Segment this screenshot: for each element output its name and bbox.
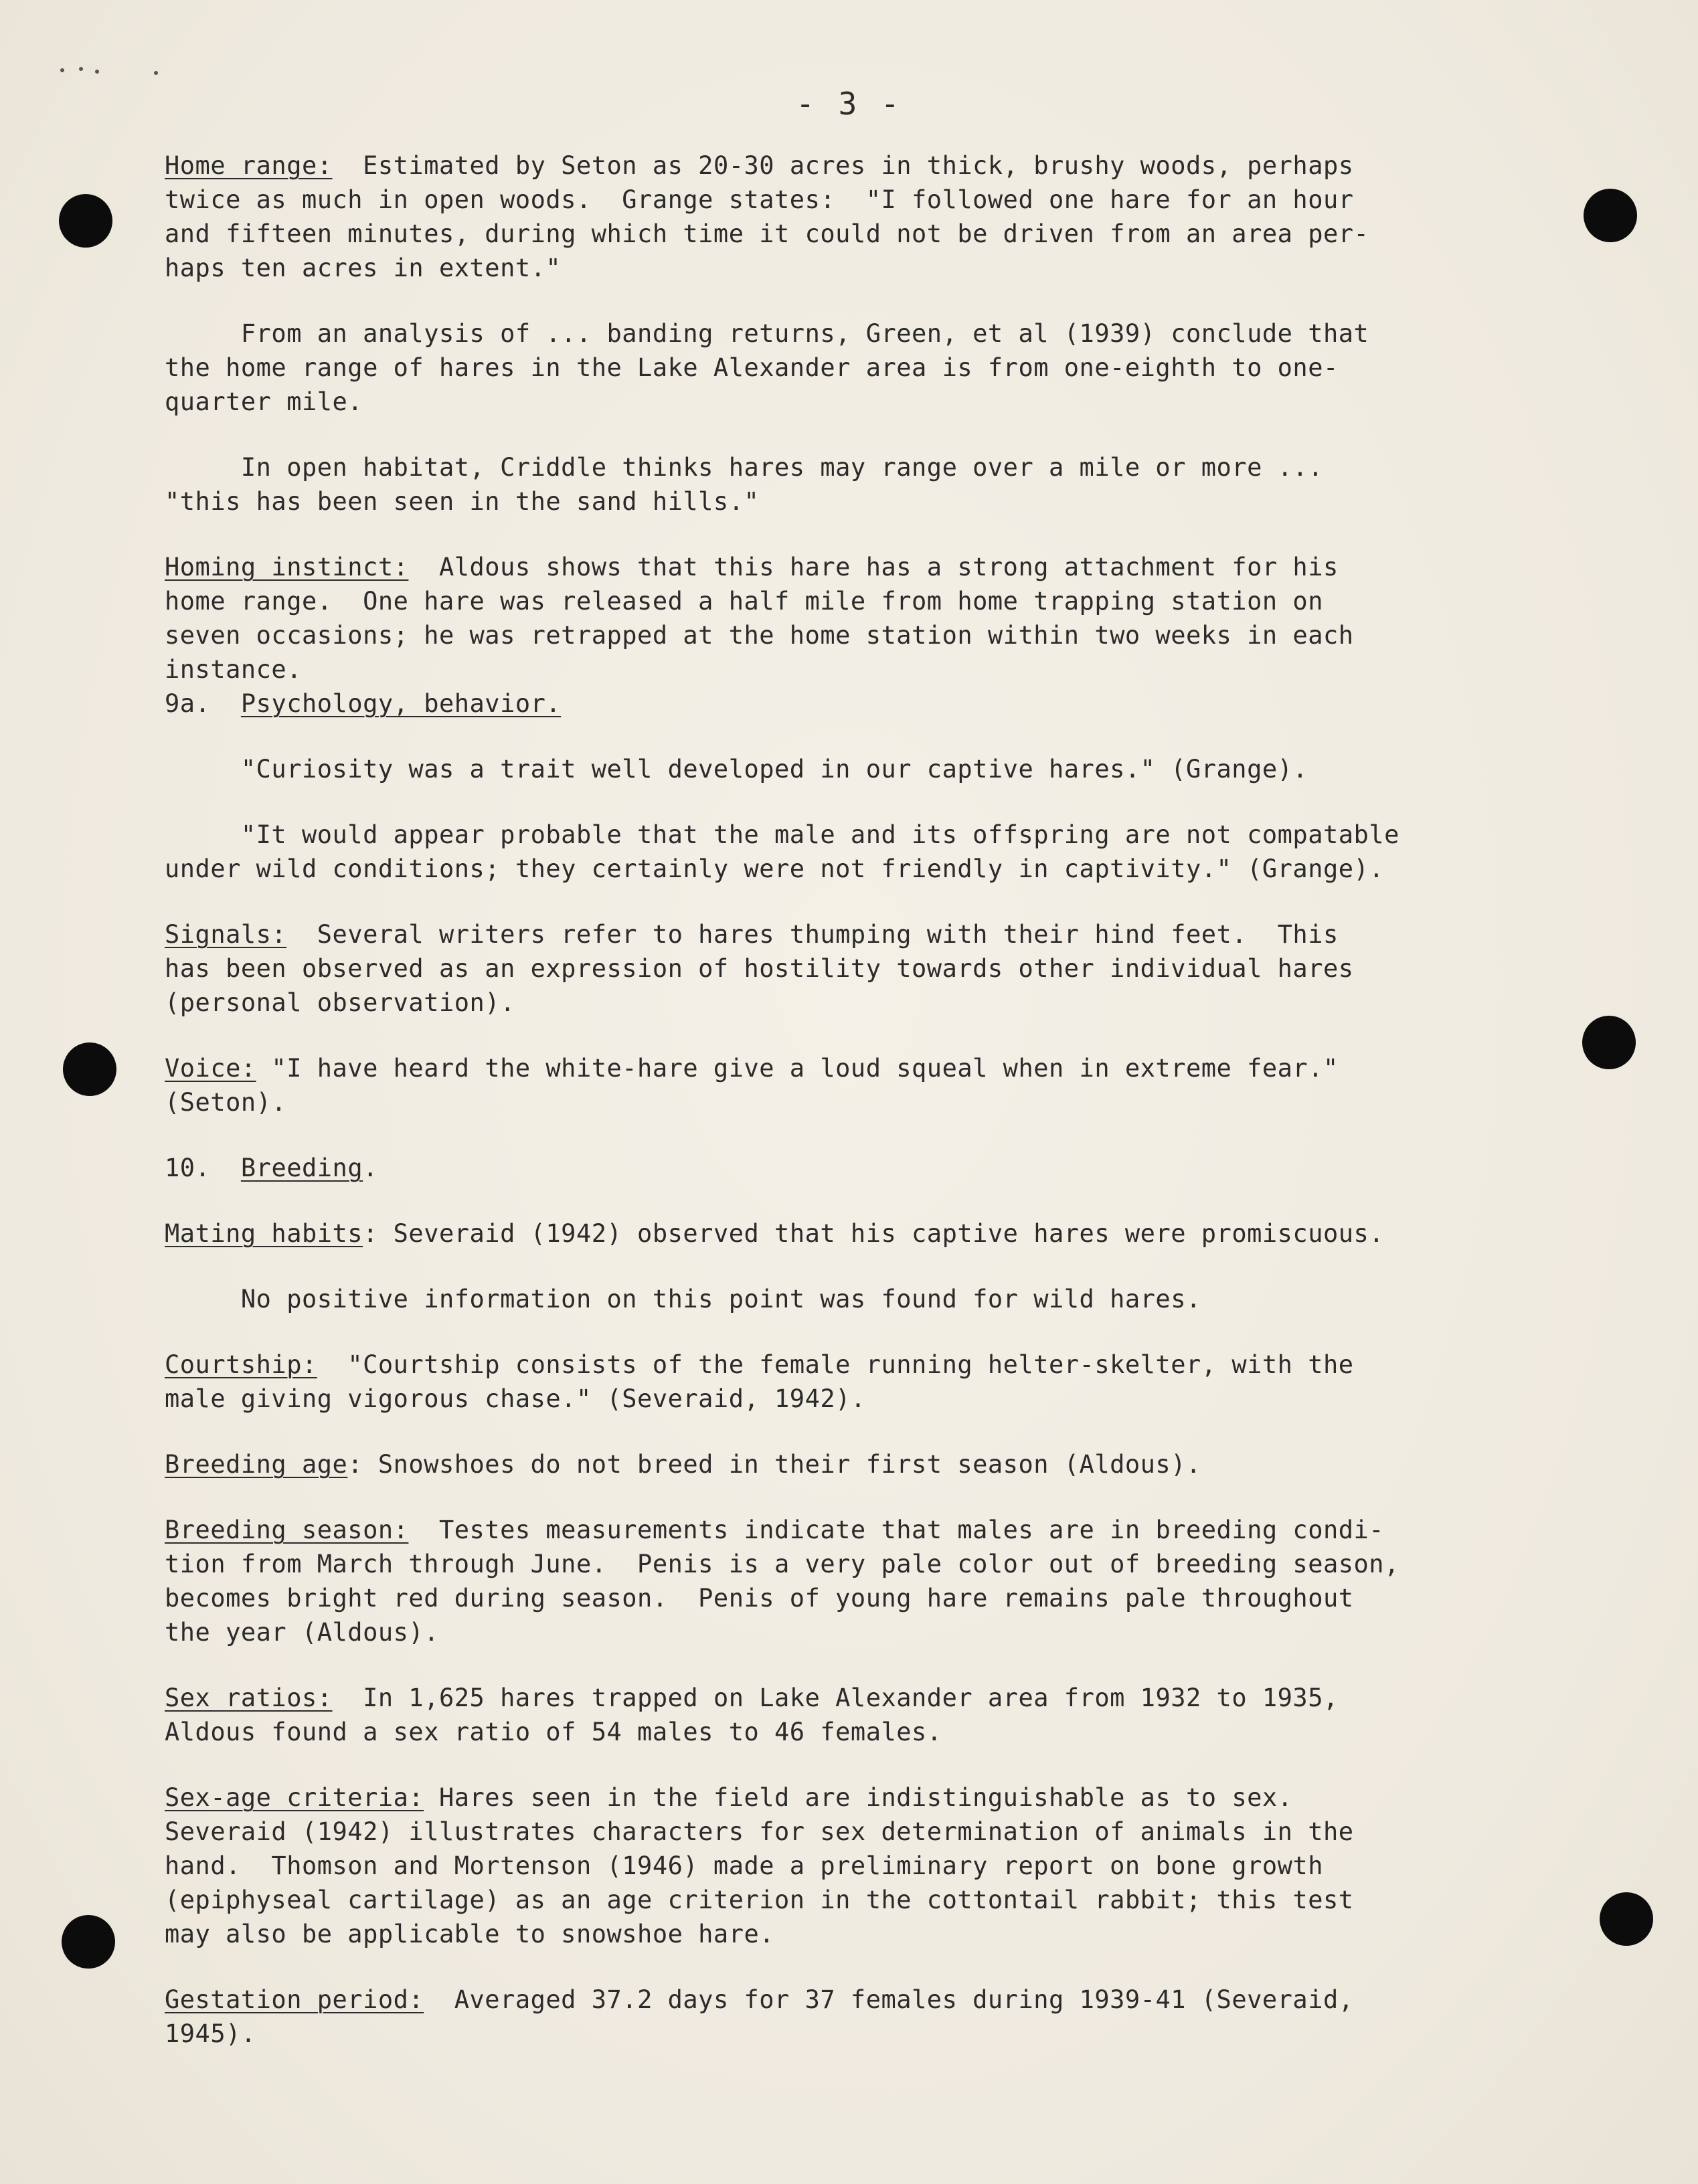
text-line: [165, 584, 1543, 618]
text-run: No positive information on this point was found for wild hares.: [165, 1285, 1201, 1313]
text-line: [165, 316, 1543, 351]
paragraph-gap: [165, 1416, 1543, 1447]
text-line: [165, 1917, 1543, 1951]
text-run: From an analysis of ... banding returns, Green, et al (1939) conclude that: [165, 319, 1369, 348]
text-run: .: [363, 1154, 378, 1182]
text-run: 1945).: [165, 2019, 256, 2048]
text-line: [165, 1883, 1543, 1917]
section-heading: Breeding age: [165, 1450, 348, 1479]
text-run: (personal observation).: [165, 988, 515, 1017]
text-run: Aldous found a sex ratio of 54 males to 46 females.: [165, 1718, 942, 1746]
text-run: 9a.: [165, 689, 241, 718]
text-line: [165, 450, 1543, 484]
text-line: [165, 1547, 1543, 1581]
text-run: Averaged 37.2 days for 37 females during 1939-41 (Severaid,: [424, 1985, 1354, 2014]
text-line: [165, 986, 1543, 1020]
text-run: under wild conditions; they certainly were not friendly in captivity." (Grange).: [165, 854, 1385, 883]
paragraph-gap: [165, 419, 1543, 450]
text-line: [165, 217, 1543, 251]
text-run: In open habitat, Criddle thinks hares may range over a mile or more ...: [165, 453, 1323, 482]
text-line: [165, 351, 1543, 385]
text-run: hand. Thomson and Mortenson (1946) made a preliminary report on bone growth: [165, 1851, 1323, 1880]
text-line: [165, 818, 1543, 852]
text-run: seven occasions; he was retrapped at the home station within two weeks in each: [165, 621, 1354, 650]
paragraph-gap: [165, 285, 1543, 316]
text-line: [165, 1382, 1543, 1416]
text-run: (Seton).: [165, 1088, 287, 1117]
punch-hole-right-top: [1584, 189, 1637, 242]
paragraph-gap: [165, 786, 1543, 818]
text-line: [165, 1513, 1543, 1547]
section-heading: Mating habits: [165, 1219, 363, 1248]
text-run: Aldous shows that this hare has a strong attachment for his: [408, 553, 1339, 581]
text-line: [165, 1781, 1543, 1815]
paragraph-gap: [165, 1316, 1543, 1348]
section-heading: Gestation period:: [165, 1985, 424, 2014]
text-run: Hares seen in the field are indistinguishable as to sex.: [424, 1783, 1293, 1812]
text-run: Several writers refer to hares thumping with their hind feet. This: [286, 920, 1339, 949]
punch-hole-left-middle: [63, 1042, 116, 1096]
text-line: [165, 385, 1543, 419]
paragraph-gap: [165, 1951, 1543, 1983]
text-run: "this has been seen in the sand hills.": [165, 487, 760, 516]
page-number: - 3 -: [796, 86, 902, 122]
paragraph-gap: [165, 1020, 1543, 1051]
text-line: [165, 951, 1543, 986]
text-line: [165, 1282, 1543, 1316]
section-heading: Sex ratios:: [165, 1683, 333, 1712]
text-run: (epiphyseal cartilage) as an age criterion in the cottontail rabbit; this test: [165, 1886, 1354, 1914]
section-heading: Homing instinct:: [165, 553, 409, 581]
text-run: Estimated by Seton as 20-30 acres in thick, brushy woods, perhaps: [332, 151, 1354, 180]
text-run: and fifteen minutes, during which time it could not be driven from an area per-: [165, 219, 1369, 248]
text-run: "I have heard the white-hare give a loud squeal when in extreme fear.": [256, 1054, 1339, 1083]
text-line: [165, 652, 1543, 687]
text-line: [165, 183, 1543, 217]
text-run: "Curiosity was a trait well developed in our captive hares." (Grange).: [165, 755, 1308, 784]
text-line: [165, 1715, 1543, 1749]
punch-hole-left-top: [59, 194, 112, 248]
text-line: [165, 752, 1543, 786]
text-run: instance.: [165, 655, 302, 684]
text-run: the year (Aldous).: [165, 1618, 439, 1647]
document-body: [165, 149, 1543, 2051]
paragraph-gap: [165, 1185, 1543, 1216]
text-line: [165, 1216, 1543, 1251]
text-line: [165, 1151, 1543, 1185]
paragraph-gap: [165, 519, 1543, 550]
text-run: may also be applicable to snowshoe hare.: [165, 1920, 775, 1948]
text-line: [165, 618, 1543, 652]
text-run: Testes measurements indicate that males are in breeding condi-: [408, 1516, 1385, 1544]
section-heading: Home range:: [165, 151, 333, 180]
text-line: [165, 251, 1543, 285]
text-run: 10.: [165, 1154, 241, 1182]
text-run: quarter mile.: [165, 387, 363, 416]
text-run: has been observed as an expression of hostility towards other individual hares: [165, 954, 1354, 983]
text-line: [165, 1581, 1543, 1615]
paragraph-gap: [165, 1749, 1543, 1781]
text-run: : Snowshoes do not breed in their first season (Aldous).: [347, 1450, 1201, 1479]
text-run: "It would appear probable that the male and its offspring are not compatable: [165, 820, 1399, 849]
text-line: [165, 550, 1543, 584]
paragraph-gap: [165, 1649, 1543, 1681]
section-heading: Breeding: [240, 1154, 363, 1182]
text-line: [165, 917, 1543, 951]
text-line: [165, 852, 1543, 886]
text-line: [165, 1615, 1543, 1649]
text-line: [165, 1983, 1543, 2017]
text-line: [165, 2017, 1543, 2051]
paragraph-gap: [165, 1251, 1543, 1282]
text-line: [165, 484, 1543, 519]
punch-hole-right-middle: [1582, 1016, 1636, 1069]
text-line: [165, 1447, 1543, 1481]
text-run: : Severaid (1942) observed that his captive hares were promiscuous.: [363, 1219, 1385, 1248]
text-line: [165, 1051, 1543, 1085]
punch-hole-right-bottom: [1600, 1892, 1653, 1946]
text-run: the home range of hares in the Lake Alexander area is from one-eighth to one-: [165, 353, 1339, 382]
text-run: haps ten acres in extent.": [165, 254, 562, 282]
text-line: [165, 687, 1543, 721]
paragraph-gap: [165, 1481, 1543, 1513]
text-line: [165, 1681, 1543, 1715]
paragraph-gap: [165, 886, 1543, 917]
section-heading: Courtship:: [165, 1350, 317, 1379]
section-heading: Breeding season:: [165, 1516, 409, 1544]
text-run: male giving vigorous chase." (Severaid, 1942).: [165, 1384, 866, 1413]
text-run: In 1,625 hares trapped on Lake Alexander area from 1932 to 1935,: [332, 1683, 1339, 1712]
text-run: "Courtship consists of the female running helter-skelter, with the: [317, 1350, 1354, 1379]
section-heading: Voice:: [165, 1054, 256, 1083]
punch-hole-left-bottom: [62, 1915, 115, 1969]
text-line: [165, 1085, 1543, 1119]
section-heading: Signals:: [165, 920, 287, 949]
text-line: [165, 1815, 1543, 1849]
paragraph-gap: [165, 1119, 1543, 1151]
text-run: becomes bright red during season. Penis of young hare remains pale throughout: [165, 1584, 1354, 1613]
text-run: Severaid (1942) illustrates characters for sex determination of animals in the: [165, 1817, 1354, 1846]
text-run: twice as much in open woods. Grange states: "I followed one hare for an hour: [165, 185, 1354, 214]
text-run: tion from March through June. Penis is a very pale color out of breeding season,: [165, 1550, 1399, 1578]
section-heading: Psychology, behavior.: [240, 689, 562, 718]
text-run: home range. One hare was released a half mile from home trapping station on: [165, 587, 1323, 616]
text-line: [165, 149, 1543, 183]
section-heading: Sex-age criteria:: [165, 1783, 424, 1812]
paragraph-gap: [165, 721, 1543, 752]
text-line: [165, 1849, 1543, 1883]
text-line: [165, 1348, 1543, 1382]
